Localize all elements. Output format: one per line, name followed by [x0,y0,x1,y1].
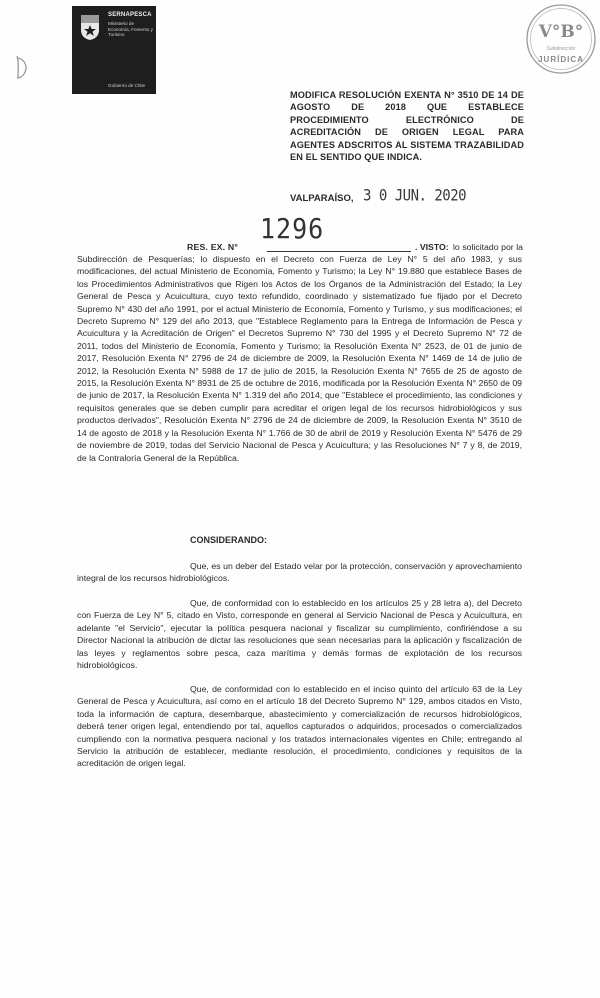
sernapesca-logo [72,6,156,94]
considerando-paragraph-2: Que, de conformidad con lo establecido en los artículos 25 y 28 letra a), del Decreto con Fuerza de Ley N° 5, citado en Visto, corresponde en general al Servicio Nacional de Pesca y Acuicultura, en adelante "el Servicio", ejecutar la política pesquera nacional y fiscalizar su cumplimiento, confiriéndose a su Director Nacional la atribución de dictar las resoluciones que sean necesarias para la aplicación y fiscalización de las leyes y reglamentos sobre pesca, caza marítima y demás formas de explotación de los recursos hidrobiológicos. [77,598,522,671]
government-name: Gobierno de Chile [108,83,146,88]
stamp-label: V°B° [538,22,584,42]
date-stamp: 3 0 JUN. 2020 [363,186,467,206]
stamp-sub: Subdirección [546,46,576,52]
ministry-name: Ministerio de Economía, Fomento y Turismo [108,21,153,38]
document-title: MODIFICA RESOLUCIÓN EXENTA N° 3510 DE 14 DE AGOSTO DE 2018 QUE ESTABLECE PROCEDIMIENTO ELECTRÓNICO DE ACREDITACIÓN DE ORIGEN LEGAL PARA AGENTES ADSCRITOS AL SISTEMA TRAZABILIDAD EN EL SENTIDO QUE INDICA. [290,90,524,163]
coat-of-arms-icon [78,12,102,42]
considerando-paragraph-3: Que, de conformidad con lo establecido en el inciso quinto del artículo 63 de la Ley General de Pesca y Acuicultura, así como en el artículo 18 del Decreto Supremo N° 129, ambos citados en Visto, toda la información de captura, desembarque, abastecimiento y comercialización de recursos hidrobiológicos, deberá tener origen legal, entendiendo por tal, aquellos capturados o adquiridos, procesados o comercializados cumpliendo con la normativa pesquera nacional y los tratados internacionales vigentes en Chile; entregando al Servicio la atribución de establecer, mediante resolución, el procedimiento, condiciones y requisitos de la acreditación de origen legal. [77,684,522,769]
agency-name: SERNAPESCA [108,12,152,18]
margin-scribble [14,54,30,80]
resolution-label: RES. EX. N° [187,242,239,252]
resolution-underline [267,251,411,252]
approval-stamp [524,2,598,76]
visto-paragraph: Subdirección de Pesquerías; lo dispuesto en el Decreto con Fuerza de Ley N° 5 del año 1983, y sus modificaciones, del actual Ministerio de Economía, Fomento y Turismo; la Ley N° 19.880 que establece Bases de los Procedimientos Administrativos que Rigen los Actos de los Órganos de la Administración del Estado; la Ley General de Pesca y Acuicultura, cuyo texto refundido, coordinado y sistematizado fue fijado por el Decreto Supremo N° 430 del año 1991, por el actual Ministerio de Economía, Fomento y Turismo, y sus modificaciones; el Decreto Supremo N° 129 del año 2013, que "Establece Reglamento para la Entrega de Información de Pesca y Acuicultura y la Acreditación de Origen" el Decretos Supremo N° 730 del 1995 y el Decreto Supremo N° 72 de 2011, todos del Ministerio de Economía, Fomento y Turismo; la Resolución Exenta N° 2523, de 01 de junio de 2017, Resolución Exenta N° 2796 de 24 de diciembre de 2009, la Resolución Exenta N° 1469 de 14 de julio de 2012, la Resolución Exenta N° 5988 de 17 de julio de 2015, la Resolución Exenta N° 7655 de 25 de agosto de 2015, la Resolución Exenta N° 8931 de 25 de octubre de 2016, modificada por la Resolución Exenta N° 2650 de 09 de junio de 2017, la Resolución Exenta N° 1.319 del año 2014, que "Establece el procedimiento, las condiciones y requisitos generales que se deben cumplir para acreditar el origen legal de los recursos hidrobiológicos y sus productos derivados", Resolución Exenta N° 2796 de 24 de diciembre de 2009, la Resolución Exenta N° 3510 de 14 de agosto de 2018 y la Resolución Exenta N° 1.766 de 30 de abril de 2019 y Resolución Exenta N° 5476 de 29 de noviembre de 2019, todas del Servicio Nacional de Pesca y Acuicultura; y las Resoluciones N° 7 y 8, de 2019, de la Contraloría General de la República. [77,254,523,463]
visto-start: lo solicitado por la [453,242,523,252]
considerando-heading: CONSIDERANDO: [190,535,268,545]
resolution-number: 1296 [260,212,325,245]
considerando-paragraph-1: Que, es un deber del Estado velar por la protección, conservación y aprovechamiento integral de los recursos hidrobiológicos. [77,561,522,584]
place: VALPARAÍSO, [290,193,354,204]
stamp-dept: JURÍDICA [538,55,584,64]
visto-label: . VISTO: [415,242,449,252]
